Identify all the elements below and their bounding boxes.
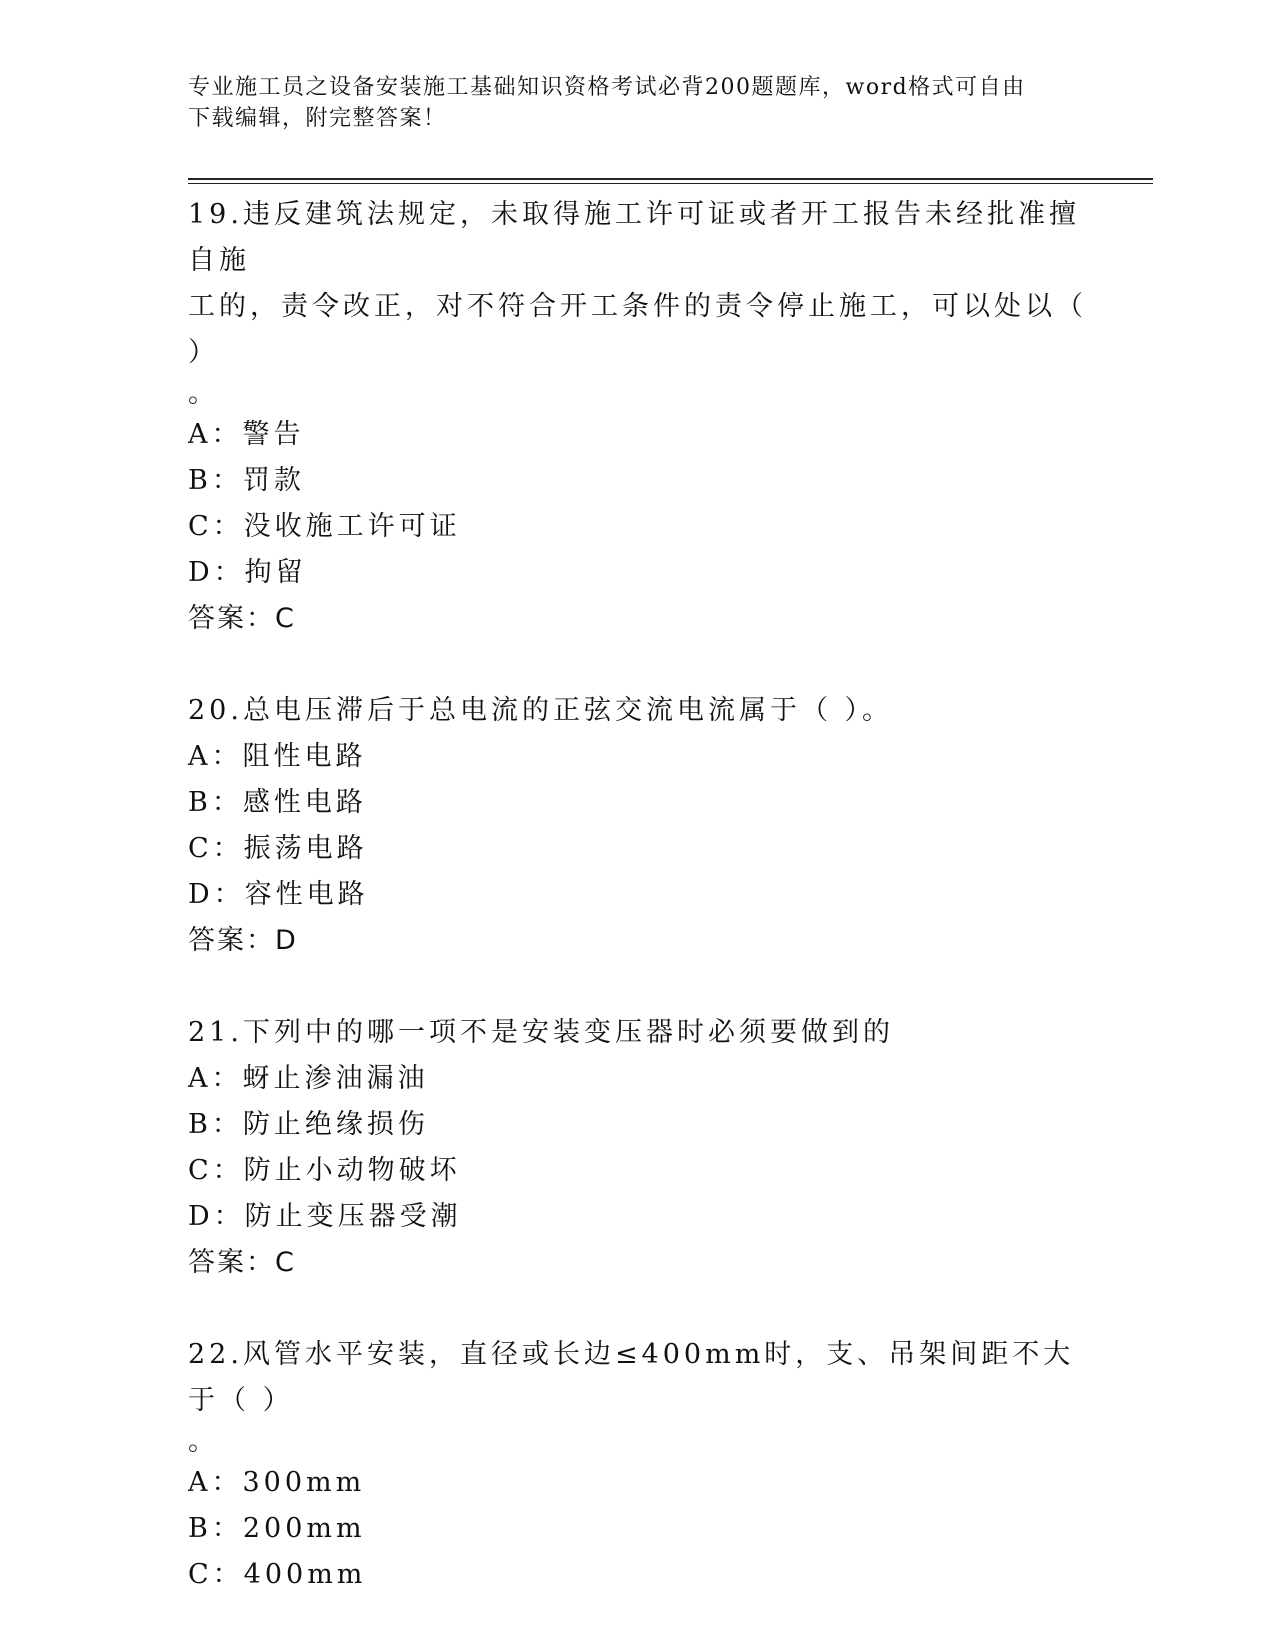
question-text-line: 工的，责令改正，对不符合开工条件的责令停止施工，可以处以（ ） xyxy=(188,291,1087,368)
option-c: C：400mm xyxy=(188,1559,367,1590)
question-22 xyxy=(188,1332,1088,1598)
question-text-tail: 。 xyxy=(188,1426,219,1457)
question-text-tail: 。 xyxy=(188,378,219,409)
option-c: C：防止小动物破坏 xyxy=(188,1155,461,1186)
question-text-line: 20.总电压滞后于总电流的正弦交流电流属于（ ）。 xyxy=(188,695,894,726)
option-a: A：警告 xyxy=(188,419,305,450)
question-19 xyxy=(188,192,1088,642)
answer: 答案：D xyxy=(188,925,298,956)
option-a: A：阻性电路 xyxy=(188,741,367,772)
option-c: C：没收施工许可证 xyxy=(188,511,461,542)
option-a: A：300mm xyxy=(188,1467,366,1498)
question-text-line: 19.违反建筑法规定，未取得施工许可证或者开工报告未经批准擅自施 xyxy=(188,199,1080,276)
question-text-line: 21.下列中的哪一项不是安装变压器时必须要做到的 xyxy=(188,1017,894,1048)
header-divider-thin xyxy=(188,183,1153,184)
question-text-line: 22.风管水平安装，直径或长边≤400mm时，支、吊架间距不大于（ ） xyxy=(188,1339,1075,1416)
answer: 答案：C xyxy=(188,1247,296,1278)
option-b: B：感性电路 xyxy=(188,787,367,818)
answer: 答案：C xyxy=(188,603,296,634)
header-line-2: 下载编辑，附完整答案！ xyxy=(188,106,447,131)
question-list xyxy=(188,192,1088,1644)
header-divider-thick xyxy=(188,178,1153,180)
option-b: B：防止绝缘损伤 xyxy=(188,1109,429,1140)
question-20 xyxy=(188,688,1088,964)
option-d: D：容性电路 xyxy=(188,879,369,910)
option-d: D：拘留 xyxy=(188,557,307,588)
option-c: C：振荡电路 xyxy=(188,833,368,864)
option-b: B：200mm xyxy=(188,1513,366,1544)
option-a: A：蚜止渗油漏油 xyxy=(188,1063,429,1094)
document-header xyxy=(188,72,1088,134)
header-line-1: 专业施工员之设备安装施工基础知识资格考试必背200题题库，word格式可自由 xyxy=(188,75,1026,100)
question-21 xyxy=(188,1010,1088,1286)
option-d: D：防止变压器受潮 xyxy=(188,1201,462,1232)
option-b: B：罚款 xyxy=(188,465,305,496)
